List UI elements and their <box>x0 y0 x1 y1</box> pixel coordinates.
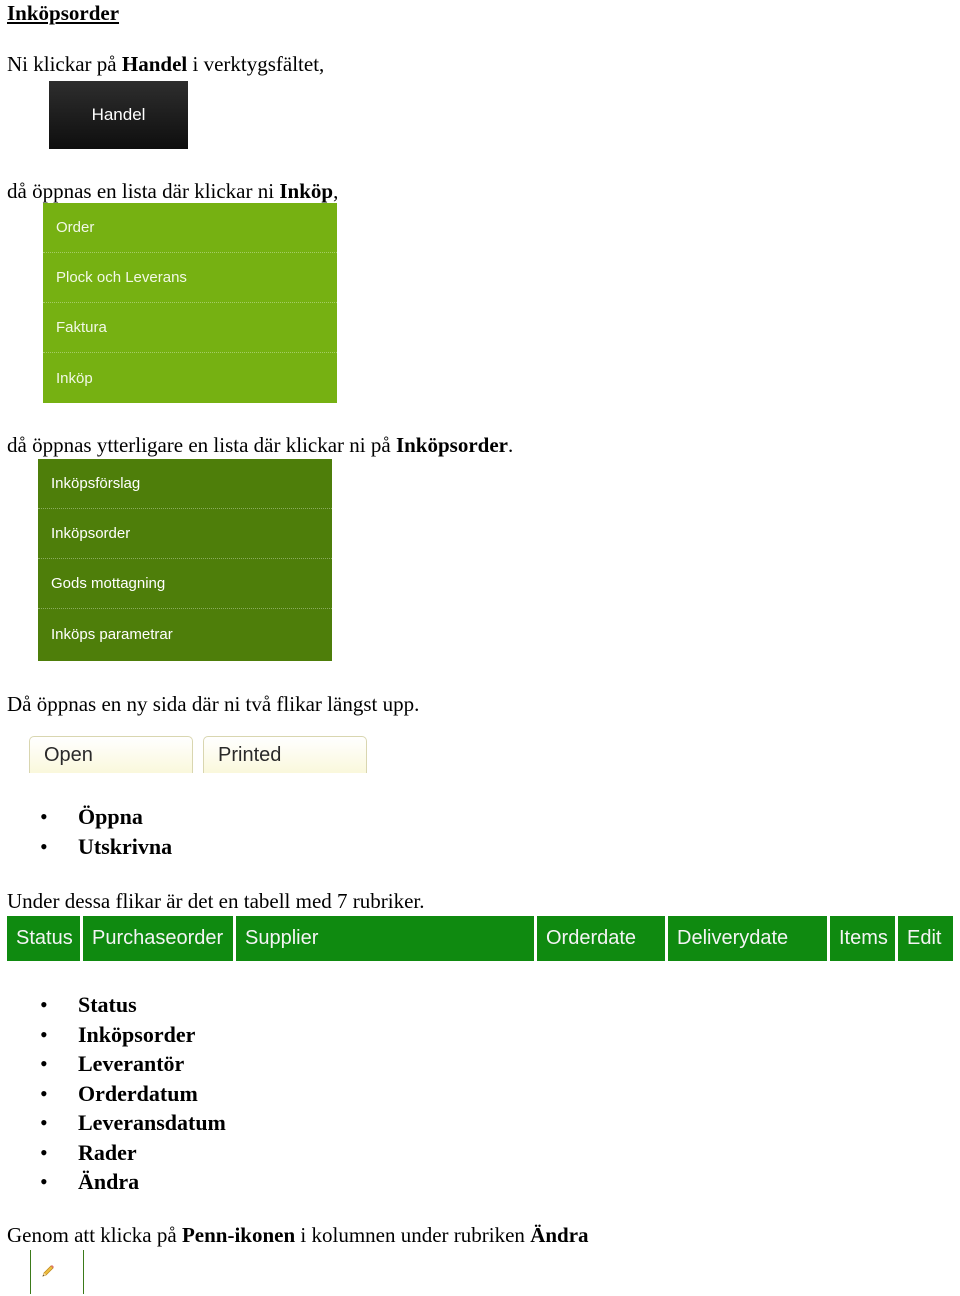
header-name-list <box>40 990 226 1197</box>
bold-inkop: Inköp <box>279 179 334 203</box>
inkop-submenu <box>38 459 332 661</box>
list-item: • Ändra <box>40 1167 226 1197</box>
edit-cell <box>30 1250 84 1294</box>
table-header <box>7 916 953 961</box>
text: i verktygsfältet, <box>187 52 325 76</box>
list-item: • Utskrivna <box>40 832 172 862</box>
handel-button[interactable]: Handel <box>49 81 188 149</box>
column-header-purchaseorder[interactable]: Purchaseorder <box>83 916 236 961</box>
intro-paragraph <box>7 51 324 77</box>
menu-item-inkop[interactable]: Inköp <box>56 369 93 387</box>
paragraph-table: Under dessa flikar är det en tabell med 7 rubriker. <box>7 889 425 913</box>
tab-printed[interactable]: Printed <box>203 736 367 773</box>
pencil-icon[interactable] <box>40 1263 56 1279</box>
column-header-items[interactable]: Items <box>830 916 898 961</box>
paragraph-inkopsorder <box>7 432 513 458</box>
list-item: • Orderdatum <box>40 1079 226 1109</box>
bold-andra: Ändra <box>530 1223 589 1247</box>
bold-penn-ikonen: Penn-ikonen <box>181 1223 296 1247</box>
column-header-edit[interactable]: Edit <box>898 916 953 961</box>
menu-item-faktura[interactable]: Faktura <box>43 303 337 353</box>
paragraph-inkop <box>7 178 338 204</box>
text: , <box>333 179 339 203</box>
text: då öppnas en lista där klickar ni <box>7 179 280 203</box>
column-header-deliverydate[interactable]: Deliverydate <box>668 916 830 961</box>
column-header-orderdate[interactable]: Orderdate <box>537 916 668 961</box>
paragraph-edit <box>7 1222 589 1248</box>
handel-menu <box>43 203 337 403</box>
text: Genom att klicka på <box>7 1223 182 1247</box>
menu-item-plock-och-leverans[interactable]: Plock och Leverans <box>43 253 337 303</box>
paragraph-tabs: Då öppnas en ny sida där ni två flikar längst upp. <box>7 692 420 716</box>
column-header-supplier[interactable]: Supplier <box>236 916 537 961</box>
list-item: • Leverantör <box>40 1049 226 1079</box>
text: i kolumnen under rubriken <box>295 1223 531 1247</box>
list-item: • Rader <box>40 1138 226 1168</box>
tab-name-list <box>40 802 172 861</box>
list-item: • Öppna <box>40 802 172 832</box>
column-header-status[interactable]: Status <box>7 916 83 961</box>
text: då öppnas ytterligare en lista där klickar ni på <box>7 433 396 457</box>
menu-item-order[interactable]: Order <box>43 203 337 253</box>
menu-item-inkops-parametrar[interactable]: Inköps parametrar <box>51 625 173 643</box>
text: . <box>507 433 514 457</box>
bold-inkopsorder: Inköpsorder <box>395 433 508 457</box>
menu-item-inkopsorder[interactable]: Inköpsorder <box>38 509 332 559</box>
tab-open[interactable]: Open <box>29 736 193 773</box>
text: Ni klickar på <box>7 52 122 76</box>
list-item: • Leveransdatum <box>40 1108 226 1138</box>
bold-handel: Handel <box>121 52 188 76</box>
menu-item-gods-mottagning[interactable]: Gods mottagning <box>38 559 332 609</box>
list-item: • Inköpsorder <box>40 1020 226 1050</box>
menu-item-inkopsforslag[interactable]: Inköpsförslag <box>38 459 332 509</box>
page-title: Inköpsorder <box>7 1 120 25</box>
list-item: • Status <box>40 990 226 1020</box>
